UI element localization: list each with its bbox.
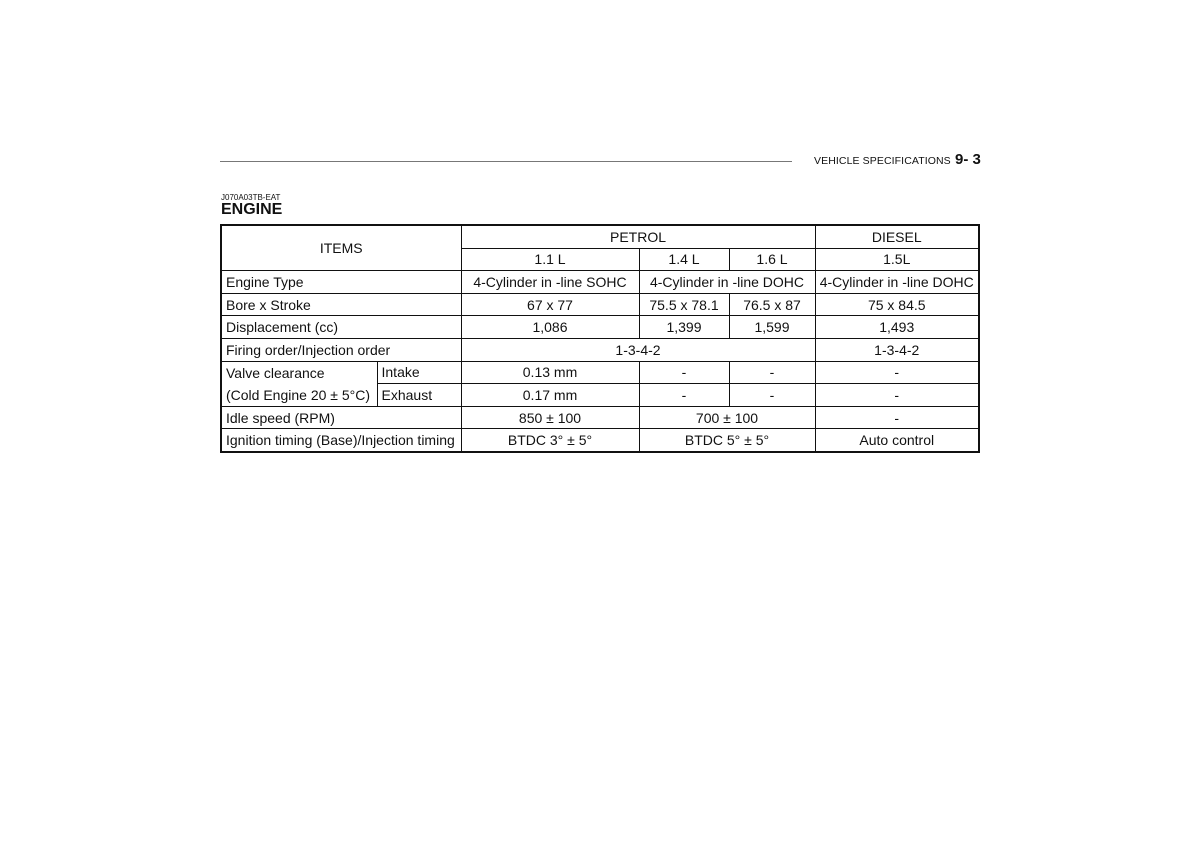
row-label: Valve clearance xyxy=(221,361,377,384)
size-1-5: 1.5L xyxy=(815,248,979,271)
doc-code: J070A03TB-EAT xyxy=(221,193,281,202)
table-cell: 4-Cylinder in -line SOHC xyxy=(461,271,639,294)
table-row xyxy=(221,271,979,294)
table-cell: 75 x 84.5 xyxy=(815,293,979,316)
row-label: Engine Type xyxy=(221,271,461,294)
table-row xyxy=(221,338,979,361)
table-cell: 75.5 x 78.1 xyxy=(639,293,729,316)
table-cell: 1-3-4-2 xyxy=(461,338,815,361)
table-header-row xyxy=(221,225,979,248)
table-cell: 700 ± 100 xyxy=(639,406,815,429)
table-row xyxy=(221,293,979,316)
size-1-1: 1.1 L xyxy=(461,248,639,271)
table-cell: - xyxy=(639,361,729,384)
header-rule xyxy=(220,161,792,162)
section-name: VEHICLE SPECIFICATIONS xyxy=(814,155,951,167)
table-cell: 850 ± 100 xyxy=(461,406,639,429)
table-cell: - xyxy=(639,384,729,407)
table-cell: BTDC 3° ± 5° xyxy=(461,429,639,452)
table-cell: - xyxy=(729,361,815,384)
table-cell: 67 x 77 xyxy=(461,293,639,316)
table-row xyxy=(221,316,979,339)
row-label: Idle speed (RPM) xyxy=(221,406,461,429)
row-label: Ignition timing (Base)/Injection timing xyxy=(221,429,461,452)
table-row xyxy=(221,406,979,429)
size-1-4: 1.4 L xyxy=(639,248,729,271)
table-cell: Auto control xyxy=(815,429,979,452)
table-row xyxy=(221,361,979,384)
table-cell: 0.13 mm xyxy=(461,361,639,384)
table-cell: BTDC 5° ± 5° xyxy=(639,429,815,452)
table-cell: 1,399 xyxy=(639,316,729,339)
table-cell: 1,086 xyxy=(461,316,639,339)
row-sublabel: Intake xyxy=(377,361,461,384)
table-cell: - xyxy=(815,406,979,429)
row-sublabel: Exhaust xyxy=(377,384,461,407)
row-label: Firing order/Injection order xyxy=(221,338,461,361)
petrol-header: PETROL xyxy=(461,225,815,248)
table-cell: 76.5 x 87 xyxy=(729,293,815,316)
table-cell: 1,493 xyxy=(815,316,979,339)
table-cell: - xyxy=(729,384,815,407)
size-1-6: 1.6 L xyxy=(729,248,815,271)
row-label: Bore x Stroke xyxy=(221,293,461,316)
page-number: 9- 3 xyxy=(955,151,981,168)
table-cell: 4-Cylinder in -line DOHC xyxy=(639,271,815,294)
table-cell: 1,599 xyxy=(729,316,815,339)
table-row xyxy=(221,384,979,407)
engine-spec-table xyxy=(220,224,980,453)
section-title: ENGINE xyxy=(221,201,283,218)
table-cell: 0.17 mm xyxy=(461,384,639,407)
table-row xyxy=(221,429,979,452)
table-cell: 1-3-4-2 xyxy=(815,338,979,361)
table-cell: - xyxy=(815,361,979,384)
row-label: (Cold Engine 20 ± 5°C) xyxy=(221,384,377,407)
diesel-header: DIESEL xyxy=(815,225,979,248)
table-cell: 4-Cylinder in -line DOHC xyxy=(815,271,979,294)
items-header: ITEMS xyxy=(221,225,461,271)
table-cell: - xyxy=(815,384,979,407)
row-label: Displacement (cc) xyxy=(221,316,461,339)
